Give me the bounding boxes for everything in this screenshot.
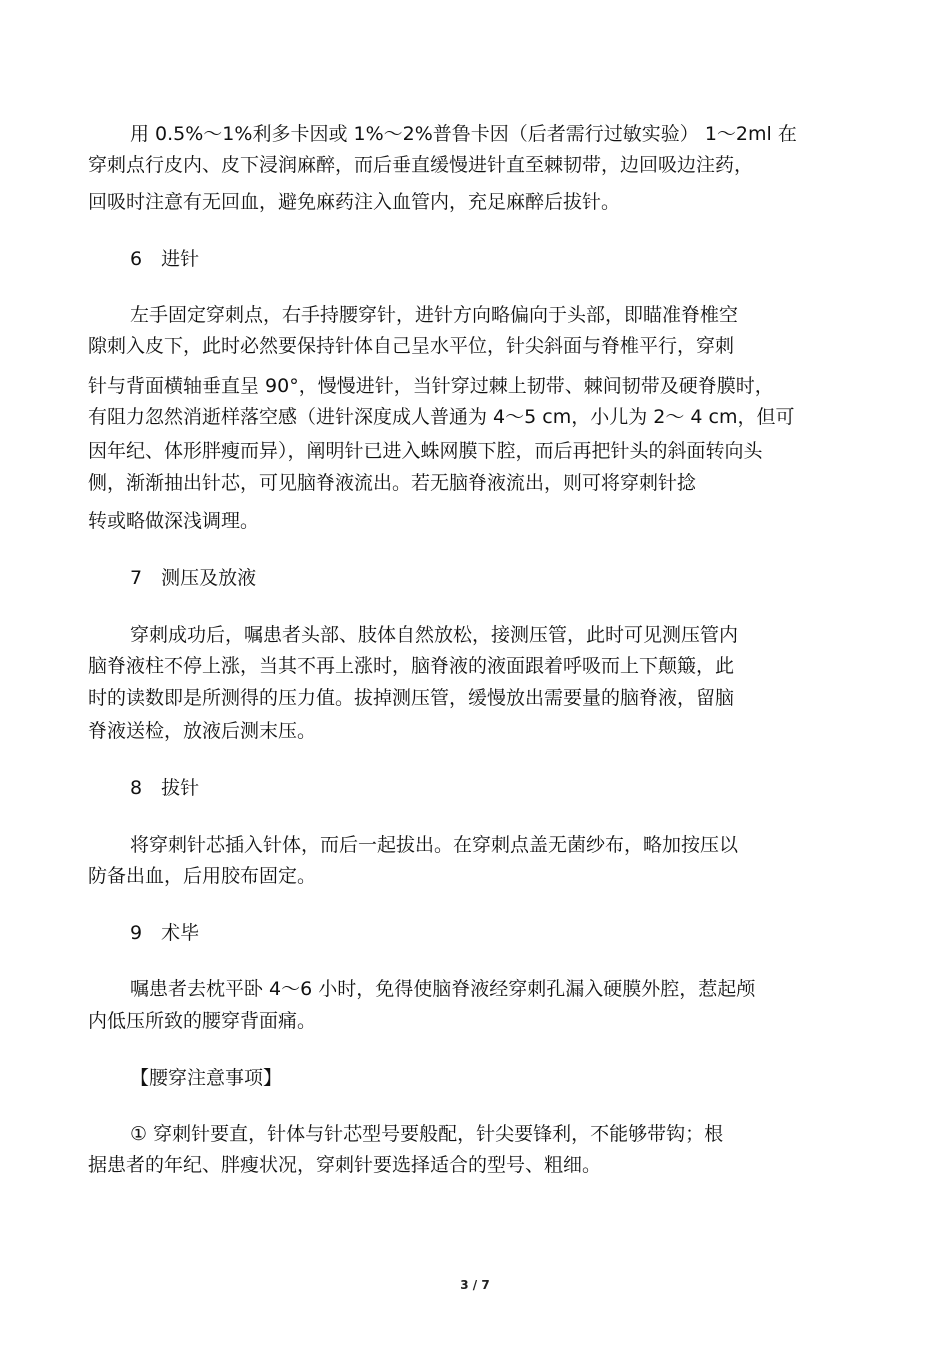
text-line: 将穿刺针芯插入针体，而后一起拔出。在穿刺点盖无菌纱布，略加按压以 bbox=[130, 834, 739, 856]
section-heading-notes: 【腰穿注意事项】 bbox=[130, 1067, 283, 1089]
section-heading-9: 9 术毕 bbox=[130, 922, 200, 944]
text-line: 左手固定穿刺点，右手持腰穿针，进针方向略偏向于头部，即瞄准脊椎空 bbox=[130, 304, 739, 326]
text-line: 防备出血，后用胶布固定。 bbox=[88, 865, 317, 887]
text-line: 穿刺成功后，嘱患者头部、肢体自然放松，接测压管，此时可见测压管内 bbox=[130, 624, 739, 646]
text-line: ① 穿刺针要直，针体与针芯型号要般配，针尖要锋利，不能够带钩；根 bbox=[130, 1123, 724, 1145]
text-line: 据患者的年纪、胖瘦状况，穿刺针要选择适合的型号、粗细。 bbox=[88, 1154, 602, 1176]
text-line: 侧，渐渐抽出针芯，可见脑脊液流出。若无脑脊液流出，则可将穿刺针捻 bbox=[88, 472, 697, 494]
text-line: 转或略做深浅调理。 bbox=[88, 510, 260, 532]
text-line: 时的读数即是所测得的压力值。拔掉测压管，缓慢放出需要量的脑脊液，留脑 bbox=[88, 687, 735, 709]
section-heading-6: 6 进针 bbox=[130, 248, 200, 270]
text-line: 脑脊液柱不停上涨，当其不再上涨时，脑脊液的液面跟着呼吸而上下颠簸，此 bbox=[88, 655, 735, 677]
text-line: 脊液送检，放液后测末压。 bbox=[88, 720, 317, 742]
text-line: 穿刺点行皮内、皮下浸润麻醉，而后垂直缓慢进针直至棘韧带，边回吸边注药， bbox=[88, 154, 754, 176]
section-heading-8: 8 拔针 bbox=[130, 777, 200, 799]
text-line: 嘱患者去枕平卧 4～6 小时，免得使脑脊液经穿刺孔漏入硬膜外腔，惹起颅 bbox=[130, 978, 756, 1000]
text-line: 因年纪、体形胖瘦而异），阐明针已进入蛛网膜下腔，而后再把针头的斜面转向头 bbox=[88, 440, 763, 462]
text-line: 针与背面横轴垂直呈 90°，慢慢进针，当针穿过棘上韧带、棘间韧带及硬脊膜时， bbox=[88, 375, 774, 397]
page-number: 3 / 7 bbox=[460, 1278, 490, 1292]
text-line: 回吸时注意有无回血，避免麻药注入血管内，充足麻醉后拔针。 bbox=[88, 191, 621, 213]
text-line: 隙刺入皮下，此时必然要保持针体自己呈水平位，针尖斜面与脊椎平行，穿刺 bbox=[88, 335, 735, 357]
text-line: 内低压所致的腰穿背面痛。 bbox=[88, 1010, 317, 1032]
text-line: 用 0.5%～1%利多卡因或 1%～2%普鲁卡因（后者需行过敏实验） 1～2ml 在 bbox=[130, 123, 797, 145]
section-heading-7: 7 测压及放液 bbox=[130, 567, 257, 589]
text-line: 有阻力忽然消逝样落空感（进针深度成人普通为 4～5 cm，小儿为 2～ 4 cm，但可 bbox=[88, 406, 795, 428]
